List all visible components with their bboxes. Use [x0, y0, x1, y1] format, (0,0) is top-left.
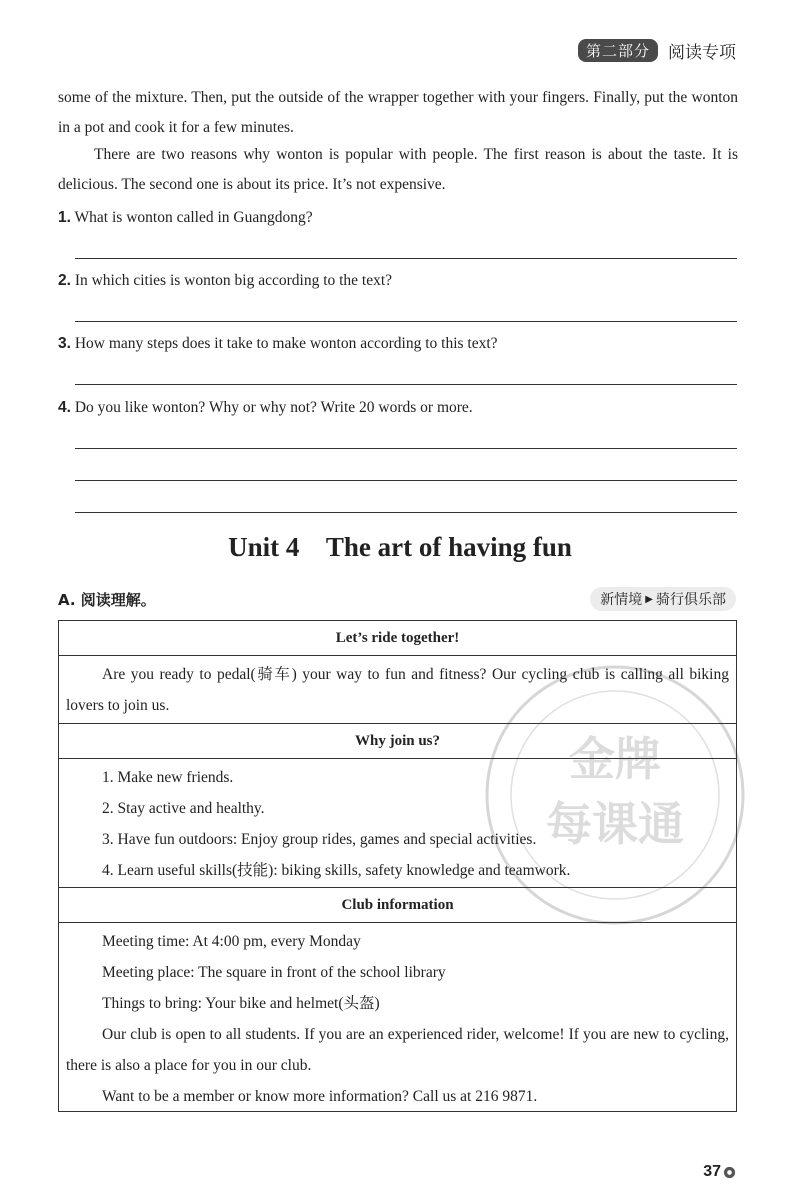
page-number-text: 37: [703, 1163, 721, 1180]
things-to-bring: Things to bring: Your bike and helmet(头盔): [102, 995, 380, 1012]
contact-text: Want to be a member or know more information? Call us at 216 9871.: [102, 1088, 538, 1105]
cycling-club-ad: [58, 620, 737, 1112]
answer-line[interactable]: [75, 480, 737, 481]
question-2: [58, 270, 738, 292]
question-text: Do you like wonton? Why or why not? Write 20 words or more.: [74, 399, 473, 416]
info-section: [59, 923, 736, 1111]
answer-line[interactable]: [75, 448, 737, 449]
question-number: 2.: [58, 272, 71, 289]
list-item: 2. Stay active and healthy.: [102, 800, 265, 817]
answer-line[interactable]: [75, 258, 737, 259]
question-text: In which cities is wonton big according to the text?: [74, 272, 393, 289]
question-text: How many steps does it take to make wonton according to this text?: [74, 335, 498, 352]
question-number: 1.: [58, 209, 71, 226]
passage-paragraph-2: There are two reasons why wonton is popular with people. The first reason is about the taste. It is delicious. The second one is about its price. It’s not expensive.: [58, 146, 738, 193]
ad-intro-row: [59, 656, 736, 724]
question-3: [58, 333, 738, 355]
scenario-tag-topic: 骑行俱乐部: [656, 592, 726, 608]
triangle-arrow-icon: ▶: [645, 593, 653, 605]
answer-line[interactable]: [75, 512, 737, 513]
section-title: 阅读专项: [668, 43, 736, 63]
watermark-line-1: 金牌: [569, 732, 661, 786]
ad-title: Let’s ride together!: [59, 621, 736, 656]
flower-icon: [723, 1166, 736, 1179]
watermark-line-2: 每课通: [546, 797, 684, 851]
meeting-time: Meeting time: At 4:00 pm, every Monday: [102, 933, 361, 950]
scenario-tag-label: 新情境: [600, 592, 643, 608]
answer-line[interactable]: [75, 321, 737, 322]
list-item: 1. Make new friends.: [102, 769, 234, 786]
question-text: What is wonton called in Guangdong?: [74, 209, 313, 226]
scenario-tag: [590, 587, 736, 611]
ad-intro: Are you ready to pedal(骑车) your way to fun and fitness? Our cycling club is calling all biking lovers to join us.: [66, 666, 729, 714]
club-open-text: Our club is open to all students. If you are an experienced rider, welcome! If you are new to cycling, there is also a place for you in our club.: [66, 1026, 729, 1074]
why-heading: Why join us?: [59, 724, 736, 759]
page-header: [578, 38, 736, 63]
question-1: [58, 207, 738, 229]
question-number: 3.: [58, 335, 71, 352]
unit-title: Unit 4 The art of having fun: [228, 532, 572, 562]
answer-line[interactable]: [75, 384, 737, 385]
reasons-list: [59, 759, 736, 888]
list-item: 3. Have fun outdoors: Enjoy group rides, games and special activities.: [102, 831, 537, 848]
part-badge: 第二部分: [578, 39, 658, 62]
meeting-place: Meeting place: The square in front of the school library: [102, 964, 446, 981]
question-4: [58, 397, 738, 419]
passage-paragraph-1: some of the mixture. Then, put the outside of the wrapper together with your fingers. Finally, put the wonton in a pot and cook it for a few minutes.: [58, 89, 738, 136]
info-heading: Club information: [59, 888, 736, 923]
list-item: 4. Learn useful skills(技能): biking skills, safety knowledge and teamwork.: [102, 862, 571, 879]
question-number: 4.: [58, 399, 71, 416]
section-label: A. 阅读理解。: [58, 591, 156, 609]
page-number: [703, 1163, 736, 1181]
